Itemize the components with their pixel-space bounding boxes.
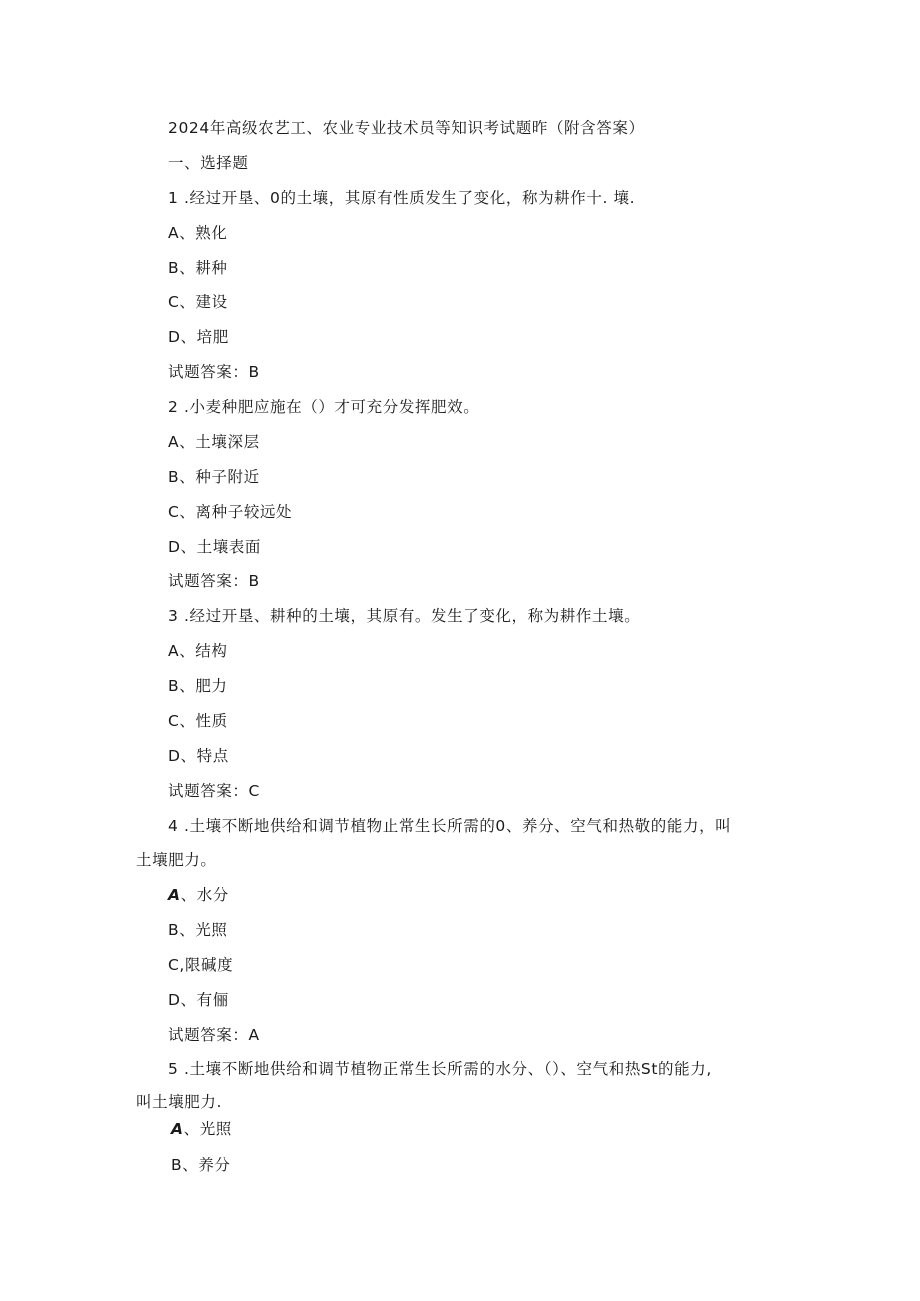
- question-2-option-c: C、离种子较远处: [168, 503, 293, 521]
- option-letter: A: [171, 1120, 184, 1138]
- section-heading: 一、选择题: [168, 154, 249, 172]
- question-2-option-d: D、土壤表面: [168, 538, 262, 556]
- question-3-option-b: B、肥力: [168, 677, 228, 695]
- question-1-option-b: B、耕种: [168, 259, 228, 277]
- question-4-option-a: [168, 885, 229, 905]
- option-letter: A: [168, 886, 181, 904]
- question-4-option-b: B、光照: [168, 921, 228, 939]
- document-title: 2024年高级农艺工、农业专业技术员等知识考试题昨（附含答案）: [168, 119, 645, 137]
- question-1-stem: 1 .经过开垦、0的土壤，其原有性质发生了变化，称为耕作十. 壤.: [168, 189, 636, 207]
- option-text: 、光照: [183, 1120, 232, 1138]
- question-2-option-b: B、种子附近: [168, 468, 260, 486]
- question-3-option-d: D、特点: [168, 747, 229, 765]
- question-1-option-d: D、培肥: [168, 328, 229, 346]
- question-4-stem-continued: 土壤肥力。: [136, 851, 217, 869]
- question-3-answer: 试题答案：C: [168, 782, 260, 800]
- question-5-stem: 5 .土壤不断地供给和调节植物正常生长所需的水分、（）、空气和热St的能力,: [168, 1060, 712, 1078]
- option-text: 、水分: [180, 886, 229, 904]
- question-3-option-a: A、结构: [168, 642, 228, 660]
- question-1-answer: 试题答案：B: [168, 363, 260, 381]
- question-4-stem: 4 .土壤不断地供给和调节植物止常生长所需的0、养分、空气和热敬的能力，叫: [168, 817, 732, 835]
- question-4-option-c: C,限碱度: [168, 956, 234, 974]
- question-5-stem-continued: 叫土壤肥力.: [136, 1093, 223, 1111]
- question-2-answer: 试题答案：B: [168, 572, 260, 590]
- question-2-stem: 2 .小麦种肥应施在（）才可充分发挥肥效。: [168, 398, 480, 416]
- question-5-option-b: B、养分: [171, 1156, 231, 1174]
- question-4-option-d: D、有俪: [168, 991, 229, 1009]
- question-3-stem: 3 .经过开垦、耕种的土壤，其原有。发生了变化，称为耕作土壤。: [168, 607, 641, 625]
- question-2-option-a: A、土壤深层: [168, 433, 260, 451]
- question-4-answer: 试题答案：A: [168, 1026, 260, 1044]
- question-3-option-c: C、性质: [168, 712, 228, 730]
- question-1-option-c: C、建设: [168, 293, 228, 311]
- question-1-option-a: A、熟化: [168, 224, 228, 242]
- question-5-option-a: [171, 1119, 232, 1139]
